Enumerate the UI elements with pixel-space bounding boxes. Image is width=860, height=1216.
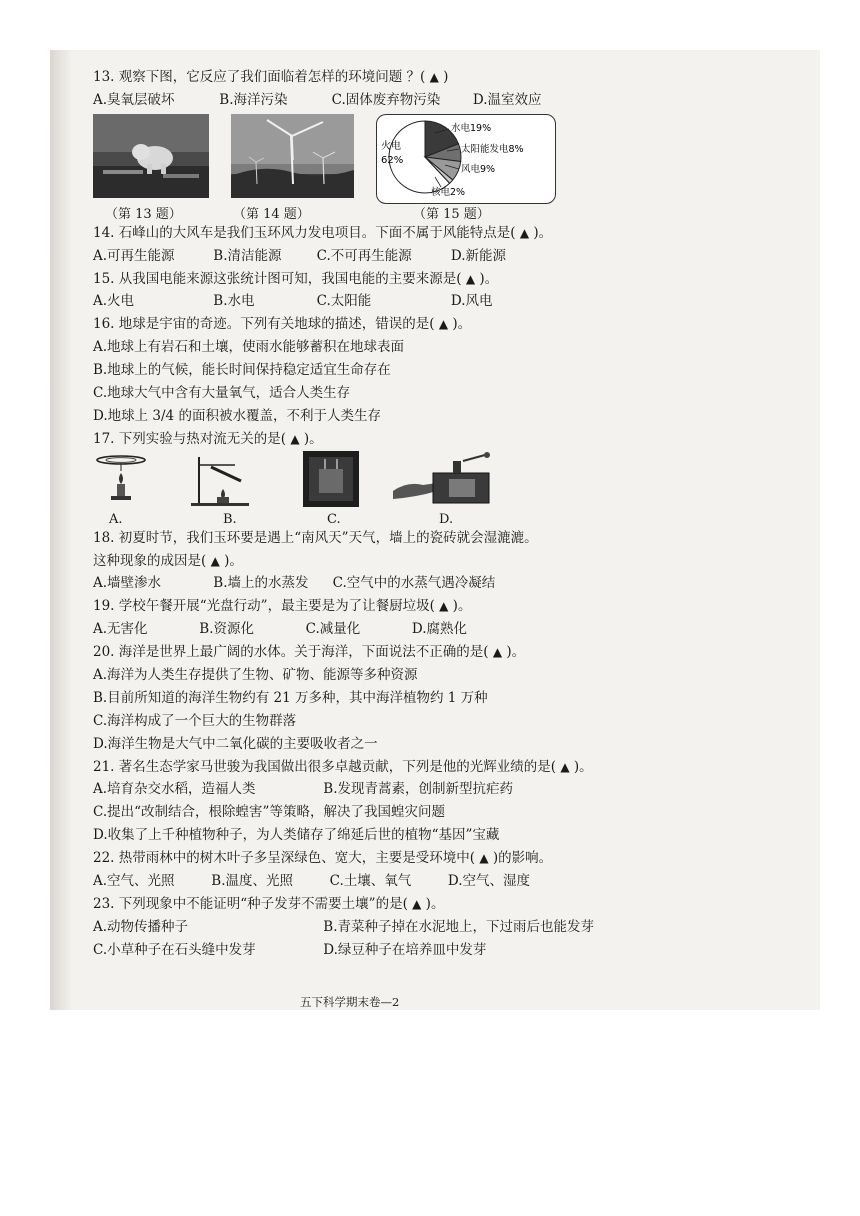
pie-label-hydro: 水电19% [451,122,492,134]
pie-label-fire-pct: 62% [381,154,404,166]
q13-option-b: B.海洋污染 [219,91,288,108]
q19-option-b: B.资源化 [199,621,255,638]
q15-option-b: B.水电 [213,293,255,310]
q21-option-c: C.提出“改制结合，根除蝗害”等策略，解决了我国蝗灾问题 [93,804,445,821]
power-source-pie-chart [377,115,555,203]
q15-options [93,290,793,313]
q16-close: )。 [452,316,472,333]
q13-stem [93,66,793,89]
q15-option-c: C.太阳能 [316,293,372,310]
q22-option-c: C.土壤、氧气 [329,873,412,890]
wind-turbine-photo [231,114,354,198]
caption-q13: （第 13 题） [105,206,182,222]
q17-stem-text: 17. 下列实验与热对流无关的是( [93,430,287,447]
q16-option-d: D.地球上 3/4 的面积被水覆盖，不利于人类生存 [93,407,381,424]
spiral-paper-candle-image [93,451,149,515]
q20-close: )。 [506,644,526,661]
q18-option-a: A.墙壁渗水 [93,575,162,592]
q17-experiments [93,451,793,527]
q23-option-d: D.绿豆种子在培养皿中发芽 [323,941,487,958]
q23-option-c: C.小草种子在石头缝中发芽 [93,941,256,958]
hand-heating-box-image [393,451,503,515]
q18-stem2-text: 这种现象的成因是( [93,552,207,569]
exam-content [93,66,793,962]
figure-row [93,114,793,222]
q18-option-c: C.空气中的水蒸气遇冷凝结 [332,575,496,592]
answer-mark: ▲ [492,645,503,660]
q19-close: )。 [452,598,472,615]
q16-option-a: A.地球上有岩石和土壤，使雨水能够蓄积在地球表面 [93,339,405,356]
q14-close: )。 [533,224,553,241]
q19-option-c: C.减量化 [305,621,361,638]
q16-stem-text: 16. 地球是宇宙的奇迹。下列有关地球的描述，错误的是( [93,316,435,333]
q14-option-c: C.不可再生能源 [316,247,412,264]
q17-label-d: D. [439,511,454,527]
answer-mark: ▲ [290,431,300,446]
answer-mark: ▲ [429,70,439,84]
q14-options [93,245,793,268]
q22-stem [93,847,793,870]
q20-option-b: B.目前所知道的海洋生物约有 21 万多种，其中海洋植物约 1 万种 [93,689,488,706]
q21-option-a: A.培育杂交水稻，造福人类 [93,781,256,798]
pie-label-fire: 火电 [381,140,401,152]
q17-label-a: A. [109,511,123,527]
q16-stem [93,313,793,336]
q17-stem [93,428,793,451]
q21-close: )。 [573,758,593,775]
q22-option-a: A.空气、光照 [93,873,175,890]
q23-option-a: A.动物传播种子 [93,918,189,935]
q23-option-b: B.青菜种子掉在水泥地上，下过雨后也能发芽 [323,918,595,935]
q14-stem-text: 14. 石峰山的大风车是我们玉环风力发电项目。下面不属于风能特点是( [93,224,516,241]
q16-option-c: C.地球大气中含有大量氧气，适合人类生存 [93,385,351,402]
q17-label-c: C. [327,511,341,527]
q18-option-b: B.墙上的水蒸发 [213,575,309,592]
q22-option-d: D.空气、湿度 [447,873,531,890]
caption-q14: （第 14 题） [233,206,310,222]
polar-bear-photo [93,114,209,198]
q13-close: ) [443,69,449,85]
q13-option-a: A.臭氧层破坏 [93,91,175,108]
q18-stem: 18. 初夏时节，我们玉环要是遇上“南风天”天气，墙上的瓷砖就会湿漉漉。 [93,529,538,546]
q21-option-d: D.收集了上千种植物种子，为人类储存了绵延后世的植物“基因”宝藏 [93,827,500,844]
q16-option-b: B.地球上的气候，能长时间保持稳定适宜生命存在 [93,362,391,379]
q19-stem-text: 19. 学校午餐开展“光盘行动”，最主要是为了让餐厨垃圾( [93,598,435,615]
q23-stem-text: 23. 下列现象中不能证明“种子发芽不需要土壤”的是( [93,895,408,912]
q15-option-d: D.风电 [450,293,493,310]
q19-option-a: A.无害化 [93,621,148,638]
q17-label-b: B. [223,511,237,527]
q17-close: )。 [303,430,323,447]
q20-stem-text: 20. 海洋是世界上最广阔的水体。关于海洋，下面说法不正确的是( [93,644,489,661]
q13-options [93,89,793,112]
answer-mark: ▲ [560,759,570,774]
pie-label-wind: 风电9% [461,163,496,175]
caption-q15: （第 15 题） [413,206,490,222]
answer-mark: ▲ [465,271,476,286]
pie-label-solar: 太阳能发电8% [461,143,524,155]
answer-mark: ▲ [210,553,220,568]
q21-options-ab [93,778,793,801]
scan-shadow [50,50,72,1010]
q20-option-c: C.海洋构成了一个巨大的生物群落 [93,712,297,729]
q23-close: )。 [425,895,445,912]
pie-label-nuclear: 核电2% [431,186,466,198]
q19-options [93,618,793,641]
answer-mark: ▲ [519,225,530,240]
convection-box-image [303,451,359,515]
q20-option-d: D.海洋生物是大气中二氧化碳的主要吸收者之一 [93,735,378,752]
q22-option-b: B.温度、光照 [211,873,294,890]
q23-stem [93,893,793,916]
q19-option-d: D.腐熟化 [411,621,468,638]
q21-stem-text: 21. 著名生态学家马世骏为我国做出很多卓越贡献，下列是他的光辉业绩的是( [93,758,557,775]
q23-options-ab [93,916,793,939]
q22-options [93,870,793,893]
answer-mark: ▲ [438,317,449,332]
q15-close: )。 [479,270,499,287]
q21-option-b: B.发现青蒿素，创制新型抗疟药 [323,781,514,798]
q14-option-a: A.可再生能源 [93,247,175,264]
tube-heating-image [189,451,253,515]
q13-option-c: C.固体废弃物污染 [331,91,441,108]
q13-stem-text: 13. 观察下图，它反应了我们面临着怎样的环境问题 ？( [93,69,426,85]
q19-stem [93,595,793,618]
q22-close: )的影响。 [492,850,553,867]
q15-option-a: A.火电 [93,293,135,310]
q18-close: )。 [224,552,243,569]
q22-stem-text: 22. 热带雨林中的树木叶子多呈深绿色、宽大，主要是受环境中( [93,850,476,867]
answer-mark: ▲ [479,851,489,866]
q15-stem [93,268,793,291]
q14-option-d: D.新能源 [450,247,507,264]
q13-option-d: D.温室效应 [472,91,542,108]
q20-option-a: A.海洋为人类生存提供了生物、矿物、能源等多种资源 [93,667,418,684]
page-footer: 五下科学期末卷—2 [300,995,400,1009]
q18-options [93,572,793,595]
answer-mark: ▲ [412,896,422,911]
q18-stem-2 [93,550,793,573]
q15-stem-text: 15. 从我国电能来源这张统计图可知，我国电能的主要来源是( [93,270,462,287]
q20-stem [93,641,793,664]
q14-option-b: B.清洁能源 [213,247,282,264]
pie-chart-figure [376,114,556,204]
q21-stem [93,756,793,779]
q23-options-cd [93,939,793,962]
answer-mark: ▲ [439,599,449,614]
